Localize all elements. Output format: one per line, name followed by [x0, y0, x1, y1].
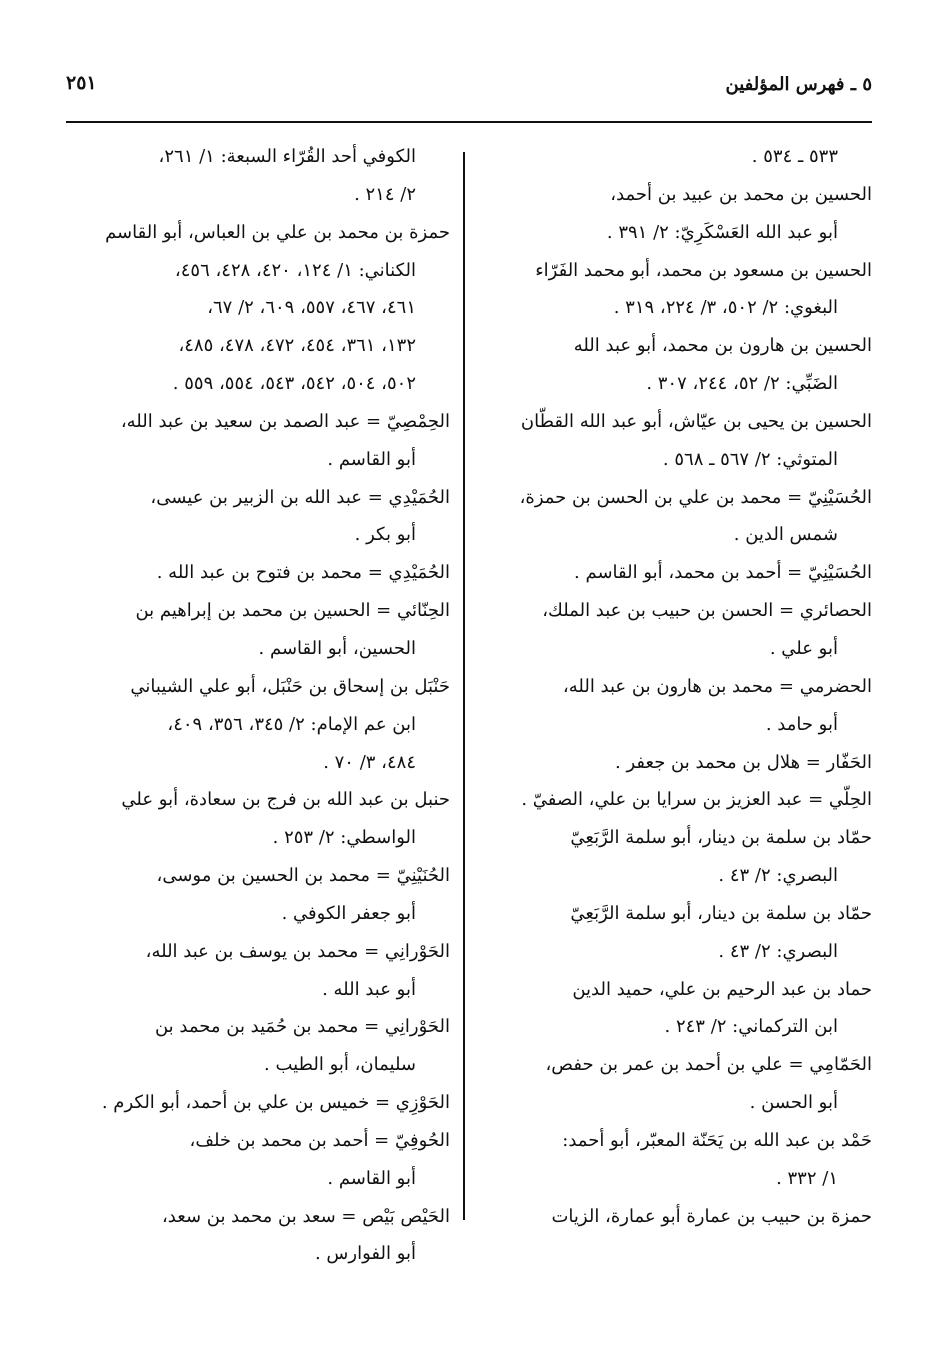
- index-entry-continuation: أبو عبد الله العَسْكَرِيّ: ٢/ ٣٩١ .: [606, 221, 838, 243]
- index-entry-line: الحِنّائي = الحسين بن محمد بن إبراهيم بن: [135, 600, 450, 622]
- index-entry-line: حماد بن عبد الرحيم بن علي، حميد الدين: [572, 978, 872, 1000]
- index-entry-line: حنبل بن عبد الله بن فرج بن سعادة، أبو علي: [121, 789, 450, 811]
- index-entry-continuation: الكناني: ١/ ١٢٤، ٤٢٠، ٤٢٨، ٤٥٦،: [174, 259, 416, 281]
- index-entry-continuation: ابن عم الإمام: ٢/ ٣٤٥، ٣٥٦، ٤٠٩،: [167, 713, 416, 735]
- index-entry-line: الحسين بن هارون بن محمد، أبو عبد الله: [573, 335, 872, 357]
- index-entry-continuation: الكوفي أحد القُرّاء السبعة: ١/ ٢٦١،: [158, 146, 416, 167]
- index-entry-continuation: ٥٠٢، ٥٠٤، ٥٤٢، ٥٤٣، ٥٥٤، ٥٥٩ .: [172, 373, 416, 395]
- index-entry-line: الحُسَيْنِيّ = محمد بن علي بن الحسن بن حمزة،: [519, 486, 872, 508]
- index-entry-continuation: أبو جعفر الكوفي .: [281, 902, 416, 924]
- index-entry-line: الحَوْرانِي = محمد بن حُمَيد بن محمد بن: [154, 1016, 450, 1038]
- index-entry-continuation: ابن التركماني: ٢/ ٢٤٣ .: [664, 1016, 838, 1038]
- page-header: [66, 66, 872, 114]
- index-entry-continuation: ١٣٢، ٣٦١، ٤٥٤، ٤٧٢، ٤٧٨، ٤٨٥،: [178, 335, 416, 357]
- index-entry-line: الحَوْزِي = خميس بن علي بن أحمد، أبو الكرم .: [101, 1092, 450, 1114]
- index-entry-line: الحُمَيْدِي = عبد الله بن الزبير بن عيسى،: [150, 486, 450, 508]
- index-entry-line: حمّاد بن سلمة بن دينار، أبو سلمة الرَّبَعِيّ: [570, 827, 872, 849]
- index-entry-continuation: الحسين، أبو القاسم .: [258, 637, 416, 659]
- index-entry-continuation: أبو حامد .: [765, 713, 838, 735]
- index-entry-continuation: أبو القاسم .: [327, 1167, 416, 1189]
- index-entry-continuation: البصري: ٢/ ٤٣ .: [718, 865, 838, 887]
- index-entry-line: الحُمَيْدِي = محمد بن فتوح بن عبد الله .: [156, 562, 450, 584]
- index-entry-continuation: الواسطي: ٢/ ٢٥٣ .: [272, 827, 416, 849]
- index-entry-continuation: ٤٦١، ٤٦٧، ٥٥٧، ٦٠٩، ٢/ ٦٧،: [207, 297, 416, 319]
- index-entry-line: حَنْبَل بن إسحاق بن حَنْبَل، أبو علي الشيباني: [130, 675, 450, 697]
- index-entry-continuation: أبو القاسم .: [327, 448, 416, 470]
- index-column-left: [60, 138, 450, 1273]
- index-entry-continuation: البغوي: ٢/ ٥٠٢، ٣/ ٢٢٤، ٣١٩ .: [613, 297, 838, 319]
- index-entry-line: الحصائري = الحسن بن حبيب بن عبد الملك،: [542, 600, 872, 622]
- index-entry-line: الحُسَيْنِيّ = أحمد بن محمد، أبو القاسم .: [574, 562, 872, 584]
- index-entry-line: حمّاد بن سلمة بن دينار، أبو سلمة الرَّبَعِيّ: [570, 902, 872, 924]
- index-entry-continuation: ٢/ ٢١٤ .: [354, 183, 416, 205]
- index-entry-continuation: الضَبِّي: ٢/ ٥٢، ٢٤٤، ٣٠٧ .: [646, 373, 838, 395]
- index-entry-line: الحَوْرانِي = محمد بن يوسف بن عبد الله،: [145, 940, 450, 962]
- index-entry-line: الحِلّي = عبد العزيز بن سرايا بن علي، الصفيّ .: [521, 789, 872, 811]
- index-entry-continuation: سليمان، أبو الطيب .: [264, 1054, 416, 1076]
- index-entry-continuation: أبو الحسن .: [749, 1092, 838, 1114]
- running-title: ٥ ـ فهرس المؤلفين: [725, 74, 872, 95]
- index-entry-line: الحَمّامِي = علي بن أحمد بن عمر بن حفص،: [545, 1054, 872, 1076]
- index-entry-continuation: ٤٨٤، ٣/ ٧٠ .: [323, 751, 416, 773]
- index-column-right: [492, 138, 872, 1235]
- column-divider: [463, 152, 465, 1220]
- index-entry-line: الحِمْصِيّ = عبد الصمد بن سعيد بن عبد الله،: [120, 410, 450, 432]
- index-entry-line: الحُنَيْنِيّ = محمد بن الحسين بن موسى،: [156, 865, 450, 887]
- index-entry-line: الحسين بن محمد بن عبيد بن أحمد،: [610, 183, 872, 205]
- index-entry-continuation: البصري: ٢/ ٤٣ .: [718, 940, 838, 962]
- header-rule: [66, 121, 872, 123]
- index-entry-line: الحسين بن يحيى بن عيّاش، أبو عبد الله القطّان: [520, 410, 872, 432]
- index-entry-continuation: ٥٣٣ ـ ٥٣٤ .: [751, 146, 838, 167]
- index-entry-line: حَمْد بن عبد الله بن يَحَنّة المعبّر، أبو أحمد:: [562, 1129, 872, 1151]
- index-entry-line: الحُوفِيّ = أحمد بن محمد بن خلف،: [189, 1129, 450, 1151]
- index-entry-continuation: أبو علي .: [769, 637, 838, 659]
- page-number: ٢٥١: [66, 72, 97, 94]
- index-entry-continuation: أبو الفوارس .: [314, 1243, 416, 1265]
- index-entry-continuation: ١/ ٣٣٢ .: [776, 1167, 838, 1189]
- index-entry-line: حمزة بن محمد بن علي بن العباس، أبو القاسم: [105, 221, 450, 243]
- index-entry-line: الحسين بن مسعود بن محمد، أبو محمد الفَرّاء: [535, 259, 872, 281]
- index-entry-line: الحضرمي = محمد بن هارون بن عبد الله،: [562, 675, 872, 697]
- index-entry-continuation: أبو بكر .: [354, 524, 416, 546]
- index-entry-continuation: شمس الدين .: [733, 524, 838, 546]
- index-entry-continuation: أبو عبد الله .: [322, 978, 416, 1000]
- index-entry-line: الحَيْص بَيْص = سعد بن محمد بن سعد،: [162, 1205, 450, 1227]
- index-entry-line: حمزة بن حبيب بن عمارة أبو عمارة، الزيات: [551, 1205, 872, 1227]
- index-entry-line: الحَفّار = هلال بن محمد بن جعفر .: [615, 751, 872, 773]
- index-entry-continuation: المتوثي: ٢/ ٥٦٧ ـ ٥٦٨ .: [662, 448, 838, 470]
